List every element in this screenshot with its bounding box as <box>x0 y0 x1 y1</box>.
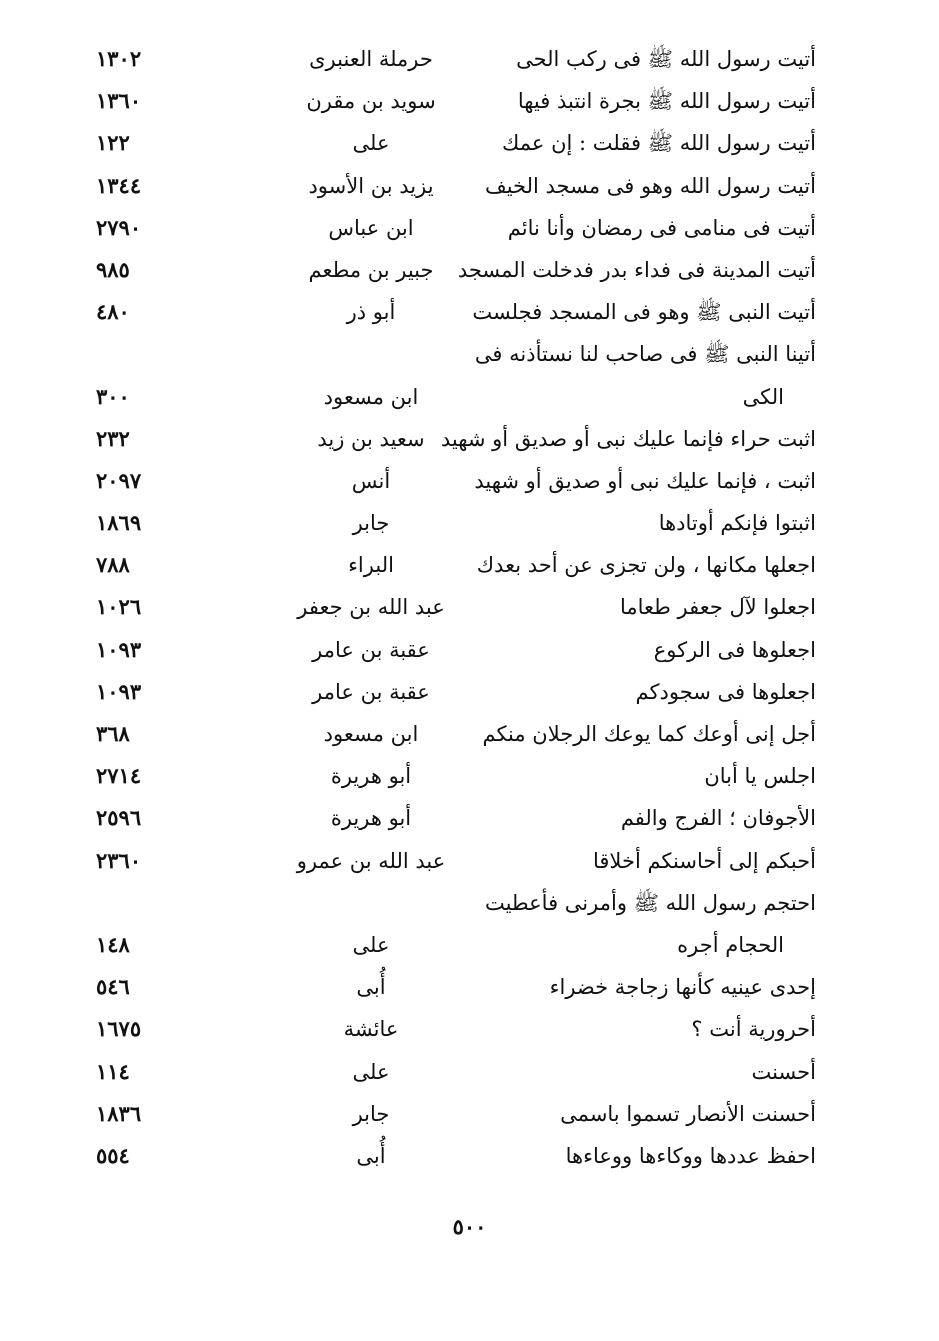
hadith-number: ٧٨٨ <box>96 552 130 578</box>
narrator-name: على <box>352 131 390 156</box>
hadith-number: ١٦٧٥ <box>96 1016 142 1042</box>
narrator-name: على <box>352 932 390 957</box>
hadith-text: أتيت النبى ﷺ وهو فى المسجد فجلست <box>472 300 816 325</box>
hadith-number: ١٣٠٢ <box>96 46 142 71</box>
hadith-number: ٣٠٠ <box>96 383 130 409</box>
index-row <box>96 755 816 797</box>
narrator-name: أبو ذر <box>346 300 396 325</box>
hadith-number: ١٨٦٩ <box>96 510 142 536</box>
index-row <box>96 460 816 502</box>
hadith-number: ٢٧١٤ <box>96 763 142 789</box>
index-row <box>96 1051 816 1093</box>
hadith-number: ١٠٢٦ <box>96 594 142 620</box>
index-row <box>96 713 816 755</box>
index-row <box>96 882 816 924</box>
narrator-name: على <box>352 1059 390 1084</box>
hadith-text: أحسنت <box>751 1059 816 1084</box>
hadith-text: اثبت حراء فإنما عليك نبى أو صديق أو شهيد <box>440 426 816 451</box>
narrator-name: جابر <box>352 511 390 536</box>
hadith-text: الحجام أجره <box>677 932 784 957</box>
index-row <box>96 1135 816 1177</box>
hadith-text: أحرورية أنت ؟ <box>691 1017 816 1042</box>
hadith-text: أتيت رسول الله ﷺ بجرة انتبذ فيها <box>517 89 816 114</box>
index-row <box>96 966 816 1008</box>
index-row <box>96 1093 816 1135</box>
index-row <box>96 1008 816 1050</box>
narrator-name: سعيد بن زيد <box>317 426 425 451</box>
hadith-number: ١٨٣٦ <box>96 1100 142 1126</box>
index-row <box>96 544 816 586</box>
hadith-text: أحسنت الأنصار تسموا باسمى <box>560 1101 816 1126</box>
hadith-number: ١٤٨ <box>96 931 130 957</box>
hadith-number: ٥٤٦ <box>96 974 130 1000</box>
narrator-name: البراء <box>348 553 394 578</box>
hadith-text: أحبكم إلى أحاسنكم أخلاقا <box>593 848 816 873</box>
narrator-name: عقبة بن عامر <box>312 679 430 704</box>
narrator-name: سويد بن مقرن <box>306 89 436 114</box>
narrator-name: عبد الله بن عمرو <box>296 848 446 873</box>
hadith-text: إحدى عينيه كأنها زجاجة خضراء <box>549 975 816 1000</box>
index-table <box>96 38 816 1177</box>
hadith-text: أتيت رسول الله ﷺ فقلت : إن عمك <box>502 131 816 156</box>
hadith-text: أتينا النبى ﷺ فى صاحب لنا نستأذنه فى <box>474 342 816 367</box>
narrator-name: ابن مسعود <box>323 384 419 409</box>
index-row <box>96 207 816 249</box>
hadith-text: احتجم رسول الله ﷺ وأمرنى فأعطيت <box>484 890 816 915</box>
narrator-name: ابن عباس <box>328 215 414 240</box>
hadith-text: اثبتوا فإنكم أوتادها <box>658 511 816 536</box>
index-row <box>96 80 816 122</box>
hadith-text: احفظ عددها ووكاءها ووعاءها <box>565 1143 816 1168</box>
hadith-number: ٢٠٩٧ <box>96 467 142 493</box>
hadith-number: ٣٦٨ <box>96 721 130 746</box>
narrator-name: ابن مسعود <box>323 722 419 746</box>
index-row <box>96 924 816 966</box>
narrator-name: أنس <box>351 468 391 493</box>
narrator-name: يزيد بن الأسود <box>308 173 434 198</box>
hadith-text: اجعلها مكانها ، ولن تجزى عن أحد بعدك <box>476 553 816 578</box>
page-number: ٥٠٠ <box>452 1214 487 1239</box>
index-row <box>96 165 816 207</box>
hadith-text: أتيت فى منامى فى رمضان وأنا نائم <box>507 215 816 240</box>
index-row <box>96 629 816 671</box>
hadith-number: ٢٣٦٠ <box>96 847 142 873</box>
narrator-name: جابر <box>352 1101 390 1126</box>
hadith-number: ١٠٩٣ <box>96 636 142 662</box>
narrator-name: عبد الله بن جعفر <box>297 595 445 620</box>
hadith-text: أجل إنى أوعك كما يوعك الرجلان منكم <box>482 722 816 746</box>
index-row <box>96 671 816 713</box>
hadith-number: ١١٤ <box>96 1058 130 1084</box>
narrator-name: عائشة <box>343 1017 399 1042</box>
hadith-number: ١٣٤٤ <box>96 172 142 198</box>
narrator-name: جبير بن مطعم <box>308 257 434 282</box>
index-row <box>96 38 816 80</box>
hadith-text: اجعلوها فى الركوع <box>653 637 816 662</box>
hadith-number: ٢٧٩٠ <box>96 214 142 240</box>
hadith-text: الكى <box>742 384 784 409</box>
narrator-name: عقبة بن عامر <box>312 637 430 662</box>
hadith-number: ١٢٢ <box>96 130 130 156</box>
narrator-name: أُبى <box>356 1143 386 1168</box>
index-row <box>96 122 816 164</box>
index-row <box>96 840 816 882</box>
index-row <box>96 418 816 460</box>
hadith-text: اجعلوا لآل جعفر طعاما <box>619 595 816 620</box>
hadith-text: أتيت المدينة فى فداء بدر فدخلت المسجد <box>457 257 816 282</box>
hadith-text: الأجوفان ؛ الفرج والفم <box>620 806 816 831</box>
index-row <box>96 291 816 333</box>
index-row <box>96 797 816 839</box>
hadith-number: ١٣٦٠ <box>96 88 142 114</box>
index-row <box>96 376 816 418</box>
hadith-number: ٢٣٢ <box>96 425 130 451</box>
hadith-number: ١٠٩٣ <box>96 678 142 704</box>
index-row <box>96 249 816 291</box>
narrator-name: أبو هريرة <box>330 806 412 831</box>
narrator-name: أُبى <box>356 975 386 1000</box>
hadith-text: اثبت ، فإنما عليك نبى أو صديق أو شهيد <box>474 468 816 493</box>
hadith-number: ٥٥٤ <box>96 1142 130 1168</box>
hadith-text: اجلس يا أبان <box>704 764 816 789</box>
hadith-number: ٤٨٠ <box>96 299 130 325</box>
hadith-text: أتيت رسول الله وهو فى مسجد الخيف <box>484 173 816 198</box>
hadith-number: ٩٨٥ <box>96 256 130 282</box>
index-row <box>96 502 816 544</box>
index-row <box>96 586 816 628</box>
index-row <box>96 333 816 375</box>
hadith-number: ٢٥٩٦ <box>96 805 142 831</box>
hadith-text: اجعلوها فى سجودكم <box>635 679 816 704</box>
narrator-name: أبو هريرة <box>330 764 412 789</box>
narrator-name: حرملة العنبرى <box>309 47 433 71</box>
hadith-text: أتيت رسول الله ﷺ فى ركب الحى <box>516 47 816 71</box>
